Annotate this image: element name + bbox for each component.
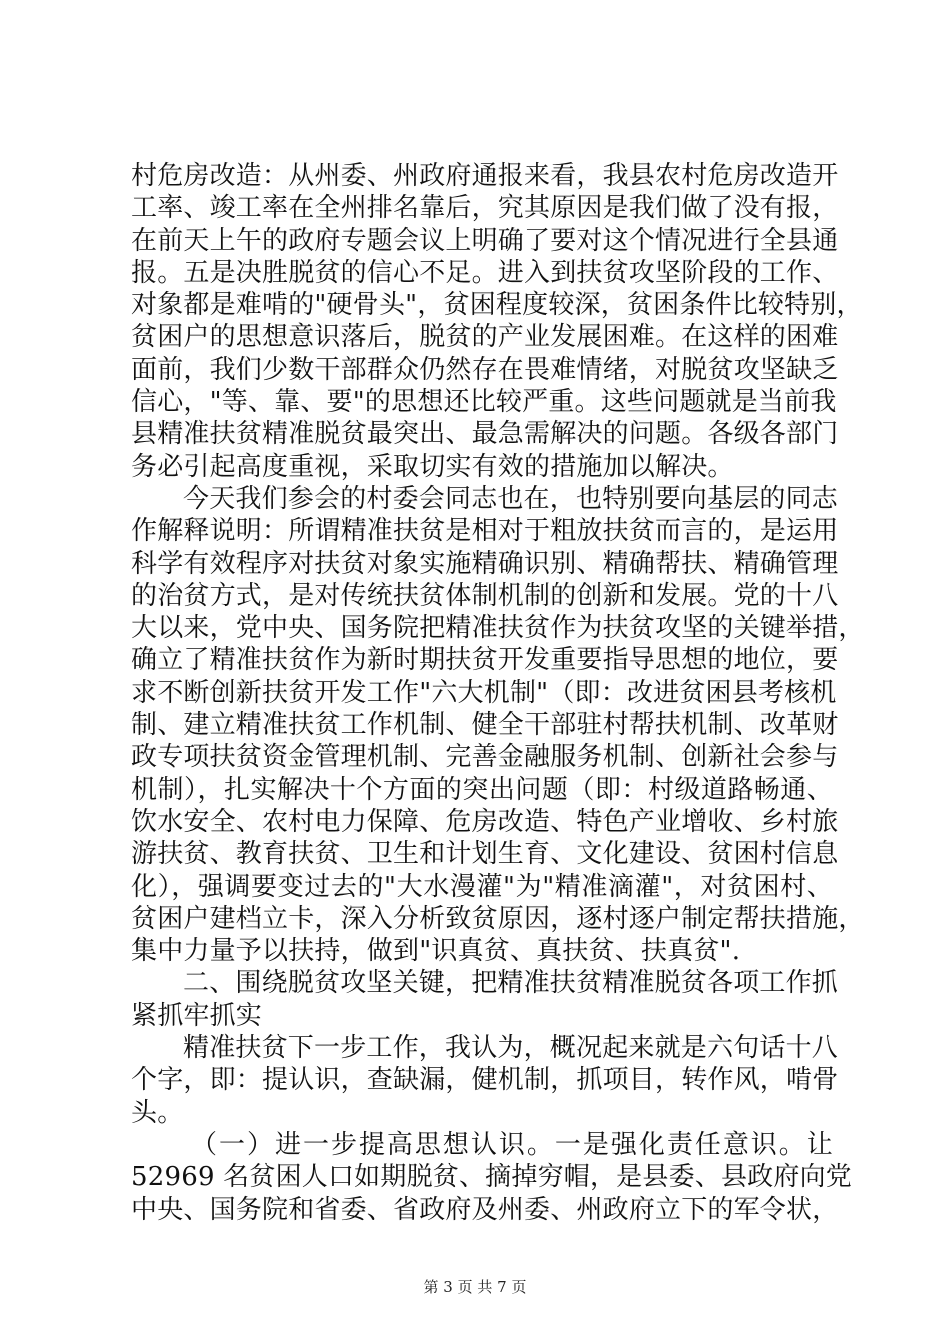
text-line: 52969 名贫困人口如期脱贫、摘掉穷帽，是县委、县政府向党: [131, 1162, 852, 1193]
text-line: 机制），扎实解决十个方面的突出问题（即：村级道路畅通、: [131, 774, 833, 805]
text-line: 对象都是难啃的"硬骨头"，贫困程度较深，贫困条件比较特别，: [131, 290, 863, 321]
page-footer: 第 3 页 共 7 页: [423, 1278, 527, 1296]
text-line: 个字，即：提认识，查缺漏，健机制，抓项目，转作风，啃骨: [131, 1065, 839, 1096]
text-line: 贫困户建档立卡，深入分析致贫原因，逐村逐户制定帮扶措施，: [131, 903, 865, 934]
text-line: 头。: [131, 1097, 184, 1128]
subsection-line: （一）进一步提高思想认识。一是强化责任意识。让: [191, 1129, 833, 1160]
body-text: [131, 160, 865, 1226]
text-line: 制、建立精准扶贫工作机制、健全干部驻村帮扶机制、改革财: [131, 710, 839, 741]
text-line: 工率、竣工率在全州排名靠后，究其原因是我们做了没有报，: [131, 193, 839, 224]
text-line: 精准扶贫下一步工作，我认为，概况起来就是六句话十八: [183, 1033, 839, 1064]
section-heading-line: 二、围绕脱贫攻坚关键，把精准扶贫精准脱贫各项工作抓: [183, 968, 839, 999]
text-line: 大以来，党中央、国务院把精准扶贫作为扶贫攻坚的关键举措，: [131, 613, 865, 644]
section-heading-line: 紧抓牢抓实: [131, 1000, 263, 1031]
text-line: 确立了精准扶贫作为新时期扶贫开发重要指导思想的地位，要: [131, 645, 839, 676]
text-line: 作解释说明：所谓精准扶贫是相对于粗放扶贫而言的，是运用: [131, 516, 839, 547]
text-line: 科学有效程序对扶贫对象实施精确识别、精确帮扶、精确管理: [131, 548, 839, 579]
text-line: 村危房改造：从州委、州政府通报来看，我县农村危房改造开: [131, 161, 839, 191]
text-line: 务必引起高度重视，采取切实有效的措施加以解决。: [131, 451, 734, 482]
text-line: 集中力量予以扶持，做到"识真贫、真扶贫、扶真贫".: [131, 936, 741, 967]
text-line: 求不断创新扶贫开发工作"六大机制"（即：改进贫困县考核机: [131, 677, 837, 708]
text-line: 中央、国务院和省委、省政府及州委、州政府立下的军令状，: [131, 1194, 839, 1225]
text-line: 今天我们参会的村委会同志也在，也特别要向基层的同志: [183, 483, 839, 514]
text-line: 贫困户的思想意识落后，脱贫的产业发展困难。在这样的困难: [131, 322, 839, 353]
text-line: 县精准扶贫精准脱贫最突出、最急需解决的问题。各级各部门: [131, 419, 839, 450]
text-line: 化），强调要变过去的"大水漫灌"为"精准滴灌"，对贫困村、: [131, 871, 833, 902]
text-line: 信心，"等、靠、要"的思想还比较严重。这些问题就是当前我: [131, 387, 837, 418]
text-line: 政专项扶贫资金管理机制、完善金融服务机制、创新社会参与: [131, 742, 839, 773]
text-line: 报。五是决胜脱贫的信心不足。进入到扶贫攻坚阶段的工作、: [131, 257, 839, 288]
text-line: 面前，我们少数干部群众仍然存在畏难情绪，对脱贫攻坚缺乏: [131, 354, 839, 385]
text-line: 游扶贫、教育扶贫、卫生和计划生育、文化建设、贫困村信息: [131, 839, 839, 870]
text-line: 在前天上午的政府专题会议上明确了要对这个情况进行全县通: [131, 225, 839, 256]
text-line: 饮水安全、农村电力保障、危房改造、特色产业增收、乡村旅: [131, 806, 839, 837]
text-line: 的治贫方式，是对传统扶贫体制机制的创新和发展。党的十八: [131, 580, 839, 611]
